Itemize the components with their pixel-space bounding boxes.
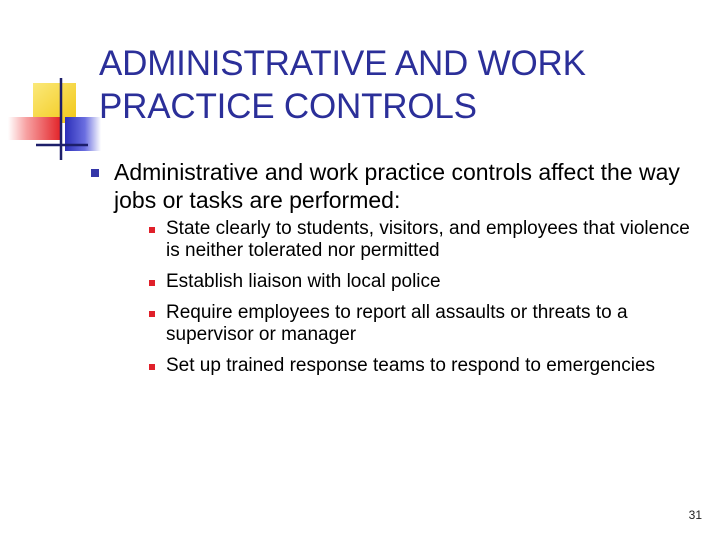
sub-bullet-text: Set up trained response teams to respond to emergencies <box>166 355 656 376</box>
decorative-squares-logo <box>0 0 110 170</box>
slide-title <box>99 42 699 128</box>
sub-bullet-item <box>145 302 690 346</box>
slide-title-line-2: PRACTICE CONTROLS <box>99 87 477 126</box>
red-square-bullet-icon <box>149 227 155 233</box>
bullet-item-main <box>90 158 690 377</box>
slide-title-line-1: ADMINISTRATIVE AND WORK <box>99 44 586 83</box>
sub-bullet-item <box>145 271 690 293</box>
bullet-list <box>90 158 690 386</box>
red-square-bullet-icon <box>149 364 155 370</box>
sub-bullet-text: Establish liaison with local police <box>166 271 441 292</box>
sub-bullet-list <box>145 218 690 377</box>
red-square <box>8 117 60 140</box>
square-bullet-icon <box>91 169 99 177</box>
red-square-bullet-icon <box>149 280 155 286</box>
sub-bullet-text: State clearly to students, visitors, and employees that violence is neither tolerated nor permitted <box>166 218 690 261</box>
sub-bullet-text: Require employees to report all assaults or threats to a supervisor or manager <box>166 302 628 345</box>
page-number: 31 <box>688 508 702 522</box>
sub-bullet-item <box>145 355 690 377</box>
bullet-text-main: Administrative and work practice controls affect the way jobs or tasks are performed: <box>114 159 680 213</box>
red-square-bullet-icon <box>149 311 155 317</box>
sub-bullet-item <box>145 218 690 262</box>
